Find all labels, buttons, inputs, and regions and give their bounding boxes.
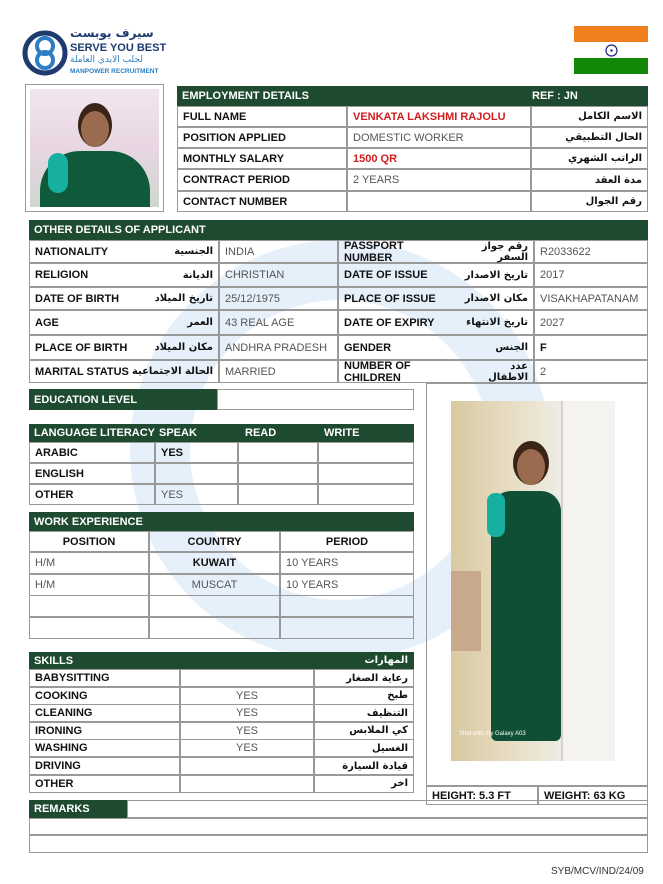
skill-name-ar: اخر [314, 775, 414, 793]
work-position [29, 617, 149, 639]
other-details-header [29, 220, 648, 240]
company-tagline-en: MANPOWER RECRUITMENT [70, 68, 159, 75]
other-left-label-ar: مكان الميلاد [154, 342, 213, 353]
skill-name: BABYSITTING [29, 669, 180, 687]
skill-name-ar: رعاية الصغار [314, 669, 414, 687]
height-field: HEIGHT: 5.3 FT [426, 786, 538, 805]
other-right-label [338, 240, 534, 263]
other-left-value: CHRISTIAN [219, 263, 338, 287]
other-right-label-en: GENDER [344, 341, 392, 354]
skill-name-ar: طبخ [314, 687, 414, 705]
other-left-label-en: MARITAL STATUS [35, 365, 129, 378]
remarks-header-label: REMARKS [34, 803, 90, 815]
other-right-label [338, 263, 534, 287]
other-right-value: 2027 [534, 310, 648, 335]
skill-name: WASHING [29, 739, 180, 757]
employment-label-ar: مدة العقد [531, 169, 648, 191]
applicant-full-photo [451, 401, 615, 761]
language-col-lang: LANGUAGE LITERACY [34, 427, 155, 439]
remarks-line-3 [29, 835, 648, 853]
skill-value: YES [180, 739, 314, 757]
other-left-label-en: PLACE OF BIRTH [35, 341, 128, 354]
skill-value [180, 757, 314, 775]
other-left-label-ar: الديانة [182, 269, 213, 281]
other-left-label-ar: تاريخ الميلاد [154, 293, 213, 304]
skill-name: IRONING [29, 722, 180, 740]
language-write [318, 484, 414, 505]
other-left-value: MARRIED [219, 360, 338, 383]
other-right-label [338, 360, 534, 383]
other-left-label [29, 287, 219, 310]
work-position: H/M [29, 552, 149, 574]
language-speak: YES [155, 484, 238, 505]
other-left-label-ar: الحالة الاجتماعية [131, 366, 213, 377]
other-left-label [29, 335, 219, 360]
other-right-label [338, 310, 534, 335]
company-name-ar: سيرف يوبست [70, 26, 154, 40]
language-speak: YES [155, 442, 238, 463]
skill-name-ar: الغسيل [314, 739, 414, 757]
employment-value: VENKATA LAKSHMI RAJOLU [347, 106, 531, 127]
other-header-label: OTHER DETAILS OF APPLICANT [34, 224, 206, 236]
footer-code: SYB/MCV/IND/24/09 [551, 866, 644, 877]
other-right-label-en: NUMBER OF CHILDREN [344, 359, 411, 384]
other-left-label-ar: الجنسية [174, 246, 213, 257]
work-period [280, 595, 414, 617]
work-country [149, 617, 280, 639]
employment-value: DOMESTIC WORKER [347, 127, 531, 148]
other-left-label-en: AGE [35, 316, 59, 329]
language-name: ENGLISH [29, 463, 155, 484]
language-col-write: WRITE [324, 427, 360, 439]
other-right-label-en: DATE OF EXPIRY [344, 316, 435, 329]
employment-label: MONTHLY SALARY [177, 148, 347, 169]
work-period [280, 617, 414, 639]
applicant-portrait-photo [25, 84, 164, 212]
other-right-label-en: PASSPORT NUMBER [344, 239, 404, 264]
other-right-label-ar: الجنس [495, 342, 528, 353]
work-column-header: COUNTRY [149, 531, 280, 552]
other-left-label [29, 240, 219, 263]
employment-label-ar: الاسم الكامل [531, 106, 648, 127]
remarks-line-1 [127, 800, 648, 818]
language-read [238, 463, 318, 484]
work-column-header: POSITION [29, 531, 149, 552]
other-right-label-ar: تاريخ الاصدار [464, 269, 528, 281]
other-right-label-ar: عدد الاطفال [488, 360, 528, 383]
skills-header [29, 652, 414, 669]
work-position [29, 595, 149, 617]
language-write [318, 463, 414, 484]
skills-header-label: SKILLS [34, 654, 74, 667]
other-right-label [338, 335, 534, 360]
education-level-header [29, 389, 217, 410]
employment-label-ar: الحال التطبيقي [531, 127, 648, 148]
other-right-value: 2 [534, 360, 648, 383]
work-column-header: PERIOD [280, 531, 414, 552]
work-period: 10 YEARS [280, 552, 414, 574]
skill-name: COOKING [29, 687, 180, 705]
skill-value: YES [180, 704, 314, 722]
language-col-read: READ [245, 427, 277, 439]
other-right-label-en: PLACE OF ISSUE [344, 292, 436, 305]
remarks-header [29, 800, 127, 818]
language-col-speak: SPEAK [159, 427, 197, 439]
other-right-value: VISAKHAPATANAM [534, 287, 648, 310]
work-experience-header [29, 512, 414, 531]
other-left-value: INDIA [219, 240, 338, 263]
skill-name: OTHER [29, 775, 180, 793]
language-name: ARABIC [29, 442, 155, 463]
employment-label-ar: الراتب الشهري [531, 148, 648, 169]
other-right-label-ar: رقم جواز السفر [481, 240, 528, 263]
skill-name: DRIVING [29, 757, 180, 775]
remarks-line-2 [29, 818, 648, 835]
employment-header-label: EMPLOYMENT DETAILS [182, 90, 309, 102]
language-header [29, 424, 414, 442]
other-right-value: 2017 [534, 263, 648, 287]
employment-value [347, 191, 531, 212]
other-right-label-en: DATE OF ISSUE [344, 269, 428, 281]
employment-label: POSITION APPLIED [177, 127, 347, 148]
employment-label-ar: رقم الجوال [531, 191, 648, 212]
skill-name-ar: قيادة السيارة [314, 757, 414, 775]
other-left-value: 43 REAL AGE [219, 310, 338, 335]
other-left-label [29, 360, 219, 383]
company-tagline-ar: لجلب الايدي العاملة [70, 55, 143, 65]
language-name: OTHER [29, 484, 155, 505]
skill-value: YES [180, 722, 314, 740]
other-left-label-en: RELIGION [35, 269, 89, 281]
work-country: KUWAIT [149, 552, 280, 574]
skill-value: YES [180, 687, 314, 705]
employment-label: CONTACT NUMBER [177, 191, 347, 212]
work-country [149, 595, 280, 617]
other-left-value: 25/12/1975 [219, 287, 338, 310]
other-right-label [338, 287, 534, 310]
other-left-label [29, 310, 219, 335]
other-left-value: ANDHRA PRADESH [219, 335, 338, 360]
language-read [238, 484, 318, 505]
ref-header [527, 86, 648, 106]
employment-value: 1500 QR [347, 148, 531, 169]
company-name-en: SERVE YOU BEST [70, 42, 167, 54]
skill-value [180, 775, 314, 793]
india-flag-icon [574, 26, 648, 74]
employment-label: FULL NAME [177, 106, 347, 127]
education-level-value [217, 389, 414, 410]
photo-caption: Shot with my Galaxy A03 [459, 731, 526, 737]
ref-label: REF : JN [532, 90, 578, 102]
employment-label: CONTRACT PERIOD [177, 169, 347, 191]
other-left-label [29, 263, 219, 287]
skill-value [180, 669, 314, 687]
skill-name: CLEANING [29, 704, 180, 722]
other-right-value: F [534, 335, 648, 360]
weight-field: WEIGHT: 63 KG [538, 786, 648, 805]
language-read [238, 442, 318, 463]
other-right-label-ar: مكان الاصدار [464, 293, 528, 304]
skills-header-label-ar: المهارات [364, 655, 408, 666]
language-speak [155, 463, 238, 484]
work-position: H/M [29, 574, 149, 596]
company-logo [20, 28, 190, 78]
language-write [318, 442, 414, 463]
education-header-label: EDUCATION LEVEL [34, 393, 138, 406]
employment-details-header [177, 86, 527, 106]
work-header-label: WORK EXPERIENCE [34, 515, 143, 528]
other-left-label-en: NATIONALITY [35, 245, 109, 258]
other-left-label-ar: العمر [187, 317, 213, 328]
skill-name-ar: كي الملابس [314, 722, 414, 740]
employment-value: 2 YEARS [347, 169, 531, 191]
skill-name-ar: التنظيف [314, 704, 414, 722]
other-right-value: R2033622 [534, 240, 648, 263]
work-period: 10 YEARS [280, 574, 414, 596]
other-left-label-en: DATE OF BIRTH [35, 292, 120, 305]
other-right-label-ar: تاريخ الانتهاء [466, 317, 528, 328]
work-country: MUSCAT [149, 574, 280, 596]
